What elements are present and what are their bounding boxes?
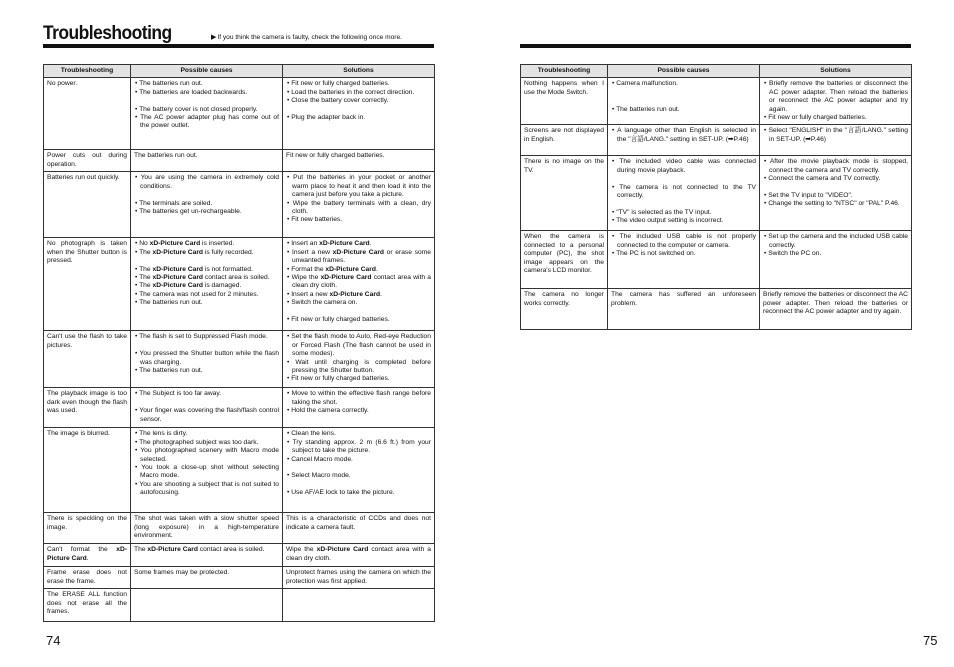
cause-item: • You pressed the Shutter button while the flash was charging.: [135, 350, 279, 366]
solution-item: • Switch the PC on.: [764, 250, 822, 258]
cause-item: • Camera malfunction.: [612, 80, 678, 88]
solution-item: • Wait until charging is completed before pressing the Shutter button.: [287, 358, 431, 375]
column-header-possible-causes: Possible causes: [131, 65, 283, 78]
table-header-row-right: [521, 65, 912, 78]
cause-item: • The video output setting is incorrect.: [612, 217, 724, 225]
problem-cell: The camera no longer works correctly.: [521, 289, 608, 330]
solution-item: Briefly remove the batteries or disconnect the AC power adapter. Then reload the batteries or reconnect the AC power adapter and try again.: [763, 291, 908, 316]
cause-item: • The batteries run out.: [135, 80, 203, 88]
table-row: [44, 388, 435, 428]
cause-item: • The included USB cable is not properly connected to the computer or camera.: [612, 233, 756, 249]
solutions-cell: [283, 78, 435, 150]
table-row: [44, 589, 435, 622]
product-term: xD-Picture Card: [152, 282, 204, 290]
cause-item: • You took a close-up shot without selecting Macro mode.: [135, 464, 279, 480]
table-row: [44, 428, 435, 513]
solution-item: • Insert a new xD-Picture Card or erase some unwanted frames.: [287, 248, 431, 265]
cause-item: • The xD-Picture Card is not formatted.: [135, 265, 253, 273]
product-term: xD-Picture Card: [332, 248, 385, 256]
page-number-right: 75: [923, 633, 938, 648]
solutions-cell: [760, 231, 912, 289]
solution-item: • Fit new batteries.: [287, 216, 343, 224]
solution-item: • Select "ENGLISH" in the "言語/LANG." setting in SET-UP. (➡P.46): [764, 127, 908, 143]
cause-item: • The PC is not switched on.: [612, 250, 696, 258]
intro-note: [211, 33, 402, 41]
solutions-cell: [283, 150, 435, 172]
table-header-row: [44, 65, 435, 78]
problem-cell: No photograph is taken when the Shutter button is pressed.: [44, 238, 131, 331]
cause-item: The xD-Picture Card contact area is soiled.: [134, 546, 265, 554]
causes-cell: [131, 513, 283, 544]
solutions-cell: [283, 172, 435, 238]
causes-cell: [608, 289, 760, 330]
product-term: xD-Picture Card: [149, 240, 201, 248]
table-row: [44, 172, 435, 238]
table-row: [44, 238, 435, 331]
problem-cell: Can't format the xD-Picture Card.: [44, 544, 131, 567]
solution-item: • Select Macro mode.: [287, 472, 351, 480]
solutions-cell: [283, 388, 435, 428]
solution-item: • Fit new or fully charged batteries.: [764, 114, 867, 122]
product-term: xD-Picture Card: [152, 265, 204, 273]
cause-item: • You are using the camera in extremely cold conditions.: [135, 174, 279, 190]
causes-cell: [131, 567, 283, 589]
column-header-solutions: Solutions: [283, 65, 435, 78]
solution-item: Unprotect frames using the camera on which the protection was first applied.: [286, 569, 431, 585]
cause-item: • The flash is set to Suppressed Flash mode.: [135, 333, 268, 341]
causes-cell: [608, 231, 760, 289]
causes-cell: [131, 388, 283, 428]
cause-item: • The batteries run out.: [135, 367, 203, 375]
cause-item: • The lens is dirty.: [135, 430, 188, 438]
cause-item: • The xD-Picture Card is fully recorded.: [135, 248, 254, 256]
cause-item: The camera has suffered an unforeseen problem.: [611, 291, 756, 307]
cause-item: • The AC power adapter plug has come out of the power outlet.: [135, 114, 279, 130]
table-row: [521, 78, 912, 125]
solutions-cell: [283, 589, 435, 622]
causes-cell: [608, 125, 760, 156]
right-page: [477, 0, 954, 667]
solution-item: • Cancel Macro mode.: [287, 455, 353, 463]
table-row: [521, 289, 912, 330]
product-term: xD-Picture Card: [325, 265, 376, 273]
cause-item: • The included video cable was connected during movie playback.: [612, 158, 756, 174]
solution-item: • Insert an xD-Picture Card.: [287, 240, 372, 248]
causes-cell: [131, 428, 283, 513]
solutions-cell: [760, 78, 912, 125]
solution-item: • Briefly remove the batteries or disconnect the AC power adapter. Then reload the batteries or reconnect the AC power adapter and try again.: [764, 80, 908, 113]
cause-item: The shot was taken with a slow shutter speed (long exposure) in a high-temperature environment.: [134, 515, 279, 540]
solution-item: • Change the setting to "NTSC" or "PAL" P.46.: [764, 200, 900, 208]
solutions-cell: [283, 428, 435, 513]
table-row: [44, 513, 435, 544]
cause-item: • The xD-Picture Card contact area is soiled.: [135, 274, 270, 282]
table-row: [44, 331, 435, 388]
problem-cell: Can't use the flash to take pictures.: [44, 331, 131, 388]
product-term: xD-Picture Card: [320, 274, 372, 282]
solutions-cell: [283, 513, 435, 544]
cause-item: • You are shooting a subject that is not suited to autofocusing.: [135, 480, 279, 497]
problem-cell: When the camera is connected to a personal computer (PC), the shot image appears on the camera's LCD monitor.: [521, 231, 608, 289]
solutions-cell: [283, 238, 435, 331]
troubleshooting-table-right: [520, 64, 912, 330]
intro-text: If you think the camera is faulty, check the following once more.: [217, 34, 402, 41]
product-term: xD-Picture Card: [316, 546, 369, 554]
product-term: xD-Picture Card: [47, 546, 127, 562]
cause-item: • No xD-Picture Card is inserted.: [135, 240, 235, 248]
column-header-troubleshooting: Troubleshooting: [44, 65, 131, 78]
solutions-cell: [283, 331, 435, 388]
causes-cell: [131, 238, 283, 331]
solution-item: • Use AF/AE lock to take the picture.: [287, 489, 395, 497]
problem-cell: Power cuts out during operation.: [44, 150, 131, 172]
arrow-icon: ▶: [211, 34, 217, 41]
cause-item: • The batteries run out.: [135, 299, 203, 307]
cause-item: • The camera was not used for 2 minutes.: [135, 290, 259, 298]
problem-cell: Screens are not displayed in English.: [521, 125, 608, 156]
cause-item: • The camera is not connected to the TV correctly.: [612, 183, 756, 200]
solution-item: • Wipe the xD-Picture Card contact area with a clean dry cloth.: [287, 274, 431, 290]
causes-cell: [131, 589, 283, 622]
cause-item: • A language other than English is selected in the "言語/LANG." setting in SET-UP. (➡P.46): [612, 127, 756, 143]
causes-cell: [608, 78, 760, 125]
solution-item: • Connect the camera and TV correctly.: [764, 175, 881, 183]
problem-cell: No power.: [44, 78, 131, 150]
solutions-cell: [760, 289, 912, 330]
solutions-cell: [760, 125, 912, 156]
table-row: [44, 567, 435, 589]
problem-cell: Frame erase does not erase the frame.: [44, 567, 131, 589]
solution-item: • Set the flash mode to Auto, Red-eye Reduction or Forced Flash (The flash cannot be used in some modes).: [287, 333, 431, 358]
solutions-cell: [760, 156, 912, 231]
cause-item: • The xD-Picture Card is damaged.: [135, 282, 242, 290]
cause-item: • The batteries run out.: [612, 105, 680, 113]
solution-item: • Plug the adapter back in.: [287, 114, 366, 122]
cause-item: • The Subject is too far away.: [135, 390, 222, 398]
product-term: xD-Picture Card: [152, 274, 204, 282]
solution-item: • Try standing approx. 2 m (6.6 ft.) from your subject to take the picture.: [287, 438, 431, 455]
solutions-cell: [283, 567, 435, 589]
table-row: [44, 150, 435, 172]
column-header-troubleshooting: Troubleshooting: [521, 65, 608, 78]
table-row: [521, 125, 912, 156]
table-row: [521, 231, 912, 289]
problem-cell: The playback image is too dark even though the flash was used.: [44, 388, 131, 428]
header-rule-right: [520, 44, 911, 48]
solution-item: • Wipe the battery terminals with a clean, dry cloth.: [287, 199, 431, 216]
column-header-possible-causes: Possible causes: [608, 65, 760, 78]
table-row: [521, 156, 912, 231]
solution-item: • Fit new or fully charged batteries.: [287, 375, 390, 383]
problem-cell: The image is blurred.: [44, 428, 131, 513]
solution-item: • Insert a new xD-Picture Card.: [287, 290, 382, 298]
troubleshooting-table-left: [43, 64, 435, 622]
cause-item: Some frames may be protected.: [134, 569, 230, 577]
solution-item: • Fit new or fully charged batteries.: [287, 80, 390, 88]
causes-cell: [131, 78, 283, 150]
page-number-left: 74: [46, 633, 61, 648]
causes-cell: [131, 150, 283, 172]
solution-item: Wipe the xD-Picture Card contact area with a clean dry cloth.: [286, 546, 431, 562]
solution-item: • Format the xD-Picture Card.: [287, 265, 378, 273]
product-term: xD-Picture Card: [147, 546, 198, 554]
table-row: [44, 78, 435, 150]
solutions-cell: [283, 544, 435, 567]
cause-item: • "TV" is selected as the TV input.: [612, 208, 712, 216]
cause-item: • The battery cover is not closed properly.: [135, 105, 258, 113]
solution-item: • Switch the camera on.: [287, 299, 358, 307]
solution-item: • Clean the lens.: [287, 430, 336, 438]
problem-cell: Nothing happens when I use the Mode Switch.: [521, 78, 608, 125]
problem-cell: There is no image on the TV.: [521, 156, 608, 231]
causes-cell: [131, 172, 283, 238]
column-header-solutions: Solutions: [760, 65, 912, 78]
cause-item: • Your finger was covering the flash/flash control sensor.: [135, 407, 279, 423]
table-row: [44, 544, 435, 567]
problem-cell: There is speckling on the image.: [44, 513, 131, 544]
product-term: xD-Picture Card: [319, 240, 370, 248]
solution-item: • Put the batteries in your pocket or another warm place to heat it and then load it into the camera just before you take a picture.: [287, 174, 431, 199]
solution-item: Fit new or fully charged batteries.: [286, 152, 385, 160]
causes-cell: [608, 156, 760, 231]
cause-item: • The terminals are soiled.: [135, 199, 213, 207]
causes-cell: [131, 544, 283, 567]
cause-item: • The batteries are loaded backwards.: [135, 88, 248, 96]
problem-cell: The ERASE ALL function does not erase all the frames.: [44, 589, 131, 622]
cause-item: The batteries run out.: [134, 152, 198, 160]
solution-item: This is a characteristic of CCDs and does not indicate a camera fault.: [286, 515, 431, 531]
cause-item: • You photographed scenery with Macro mode selected.: [135, 447, 279, 463]
solution-item: • Hold the camera correctly.: [287, 407, 369, 415]
cause-item: • The photographed subject was too dark.: [135, 438, 259, 446]
solution-item: • After the movie playback mode is stopped, connect the camera and TV correctly.: [764, 158, 908, 174]
solution-item: • Move to within the effective flash range before taking the shot.: [287, 390, 431, 406]
page-title: Troubleshooting: [43, 23, 172, 44]
problem-cell: Batteries run out quickly.: [44, 172, 131, 238]
cause-item: • The batteries get un-rechargeable.: [135, 208, 242, 216]
solution-item: • Close the battery cover correctly.: [287, 97, 389, 105]
solution-item: • Fit new or fully charged batteries.: [287, 316, 390, 324]
solution-item: • Set the TV input to "VIDEO".: [764, 192, 853, 200]
product-term: xD-Picture Card: [152, 248, 204, 256]
solution-item: • Load the batteries in the correct direction.: [287, 88, 415, 96]
causes-cell: [131, 331, 283, 388]
product-term: xD-Picture Card: [329, 290, 381, 298]
solution-item: • Set up the camera and the included USB cable correctly.: [764, 233, 908, 249]
